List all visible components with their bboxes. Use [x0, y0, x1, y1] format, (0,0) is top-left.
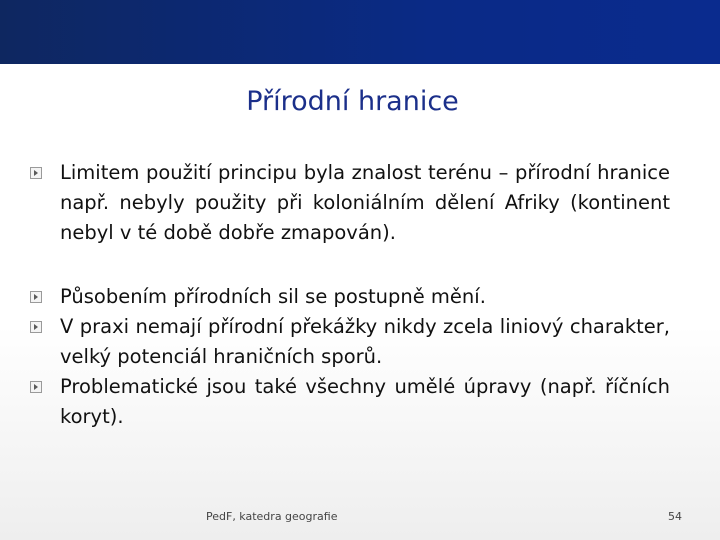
bullet-text: Působením přírodních sil se postupně mění. — [60, 285, 486, 308]
slide-title: Přírodní hranice — [246, 86, 459, 117]
bullet-group-1 — [30, 158, 670, 248]
bullet-text: Limitem použití principu byla znalost terénu – přírodní hranice např. nebyly použity při koloniálním dělení Afriky (kontinent nebyl v té době dobře zmapován). — [60, 161, 670, 244]
bullet-item — [30, 282, 670, 312]
bullet-text: V praxi nemají přírodní překážky nikdy zcela liniový charakter, velký potenciál hraničních sporů. — [60, 315, 670, 368]
header-bar — [0, 0, 720, 64]
arrow-box-bullet-icon — [30, 381, 42, 393]
bullet-text: Problematické jsou také všechny umělé úpravy (např. říčních koryt). — [60, 375, 670, 428]
slide-content — [30, 158, 670, 432]
arrow-box-bullet-icon — [30, 291, 42, 303]
arrow-box-bullet-icon — [30, 321, 42, 333]
bullet-item — [30, 158, 670, 248]
bullet-item — [30, 312, 670, 372]
bullet-group-2 — [30, 282, 670, 432]
slide-footer: PedF, katedra geografie — [206, 510, 338, 523]
page-number: 54 — [668, 510, 682, 523]
bullet-item — [30, 372, 670, 432]
arrow-box-bullet-icon — [30, 167, 42, 179]
